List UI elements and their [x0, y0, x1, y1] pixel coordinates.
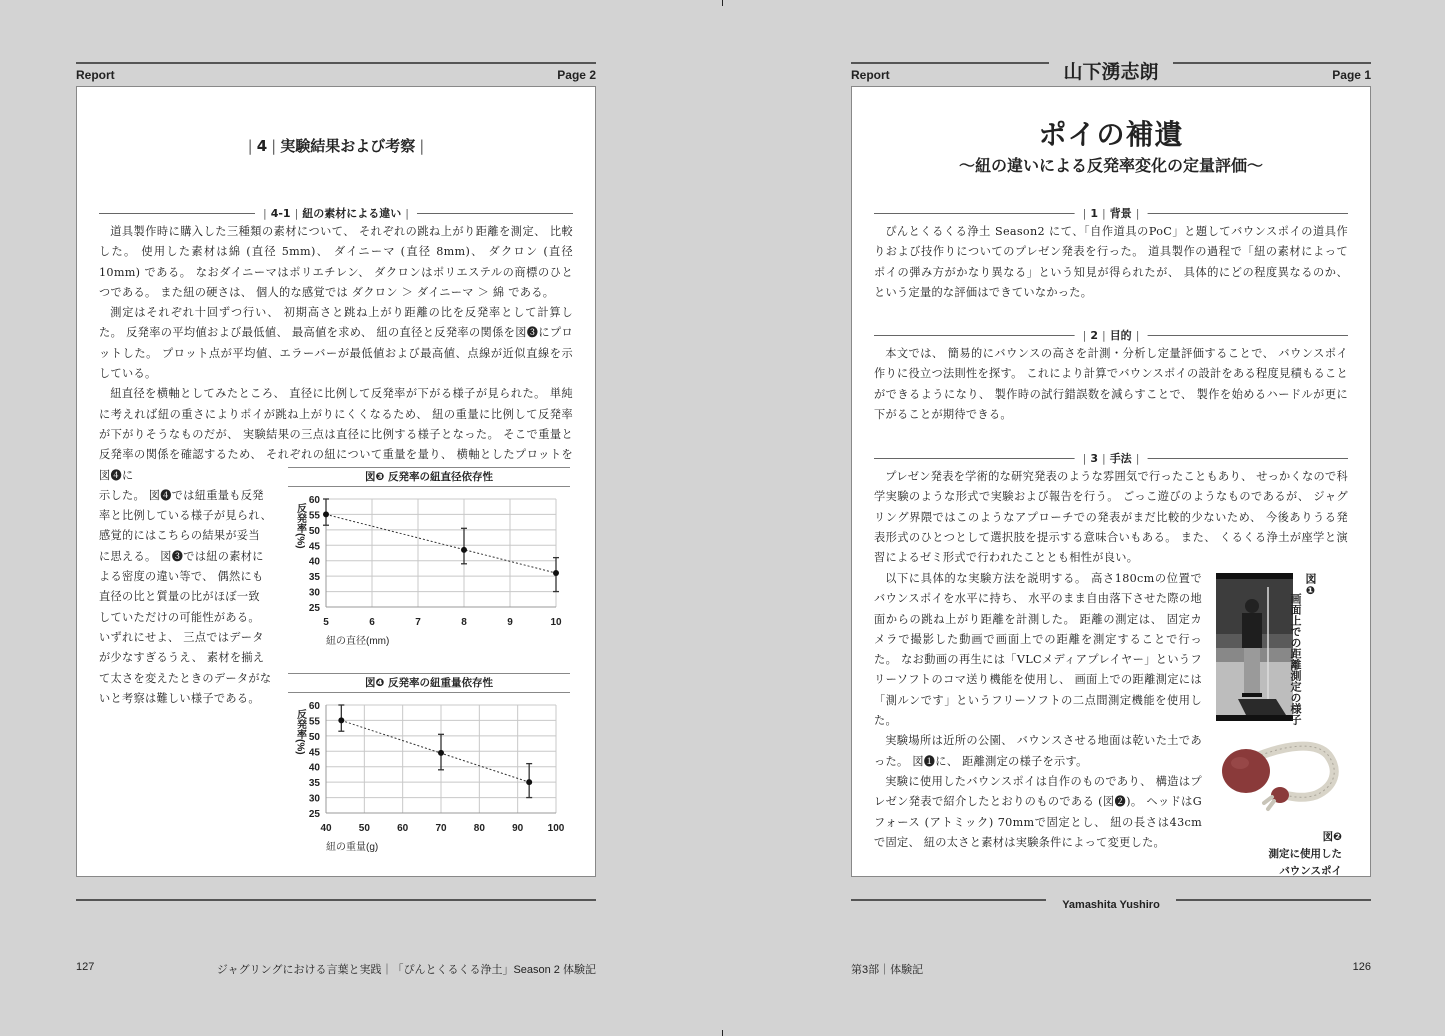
y-tick-label: 45: [308, 541, 320, 553]
x-tick-label: 8: [461, 617, 467, 628]
figure-4-chart: [288, 673, 570, 863]
page-number: 126: [1352, 961, 1371, 973]
x-tick-label: 80: [473, 823, 485, 834]
section-title: 背景: [1109, 207, 1132, 220]
subsection-heading: | 4-1 | 紐の素材による違い |: [99, 205, 573, 221]
y-tick-label: 60: [308, 701, 320, 712]
text-line: 示した。 図❹では紐重量も反発: [99, 488, 264, 502]
text-line: よる密度の違い等で、 偶然にも: [99, 570, 264, 584]
section-number: 4: [256, 137, 268, 155]
y-axis-label: 反発率(%): [294, 709, 306, 755]
section-heading-method: | 3 | 手法 |: [874, 450, 1348, 466]
section-number: 2: [1090, 329, 1098, 342]
text-line: て太さを変えたときのデータがな: [99, 671, 272, 685]
article-title: ポイの補遺: [1038, 118, 1184, 151]
section-text-background: [874, 222, 1348, 303]
section-text-purpose: [874, 344, 1348, 425]
author-name-jp: 山下湧志朗: [1049, 61, 1172, 83]
y-tick-label: 30: [308, 587, 320, 599]
data-point: [323, 511, 329, 517]
data-point: [526, 779, 532, 785]
figure-1-caption: [1304, 573, 1317, 733]
content-box: [76, 86, 596, 877]
subsection-number: 4-1: [270, 207, 291, 220]
part-label: 第3部｜体験記: [851, 964, 924, 976]
section-number: 1: [1090, 207, 1098, 220]
x-tick-label: 7: [415, 617, 421, 628]
text-line: していただけの可能性がある。: [99, 610, 260, 624]
text-line: が少なすぎるうえ、 素材を揃え: [99, 651, 265, 665]
left-page: [76, 0, 596, 1036]
text-line: いと考察は難しい様子である。: [99, 691, 260, 705]
y-tick-label: 50: [308, 731, 320, 743]
y-tick-label: 45: [308, 747, 320, 759]
text-line: 感覚的にはこちらの結果が妥当: [99, 529, 260, 543]
paragraph: 実験に使用したバウンスポイは自作のものであり、 構造はプレゼン発表で紹介したとおりのものである (図❷)。 ヘッドはGフォース (アトミック) 70mmで固定とし、 紐の長さは43cmで固定、 紐の太さと素材は実験条件によって変更した。: [874, 774, 1202, 849]
section-number: 3: [1090, 452, 1098, 465]
x-tick-label: 6: [369, 617, 375, 628]
x-tick-label: 10: [550, 617, 562, 628]
y-tick-label: 35: [308, 572, 320, 584]
figure-1-caption-text: 画面上での距離測定の様子: [1289, 593, 1302, 725]
y-tick-label: 50: [308, 525, 320, 537]
y-tick-label: 55: [308, 716, 320, 728]
page-header: [76, 66, 596, 84]
page-number: 127: [76, 961, 95, 973]
x-tick-label: 100: [547, 823, 565, 834]
author-name-en-wrap: [851, 893, 1371, 912]
chart-svg: [288, 489, 570, 654]
y-tick-label: 30: [308, 793, 320, 805]
header-page-label: Page 2: [557, 68, 596, 82]
section-heading-purpose: | 2 | 目的 |: [874, 327, 1348, 343]
paragraph: ぴんとくるくる浄土 Season2 にて、「自作道具のPoC」と題してバウンスポイの道具作りおよび技作りについてのプレゼン発表を行った。 道具製作の過程で「紐の素材によってポイの弾み方がかなり異なる」という知見が得られたが、 具体的にどの程度異なるのか、 という定量的な評価はできていなかった。: [874, 225, 1348, 299]
x-axis-label: 紐の重量(g): [326, 842, 379, 853]
paragraph: 道具製作時に購入した三種類の素材について、 それぞれの跳ね上がり距離を測定、 比較した。 使用した素材は綿 (直径 5mm)、 ダイニーマ (直径 8mm)、 ダクロン (直径 10mm) である。 なおダイニーマはポリエチレン、 ダクロンはポリエステルの商標のひとつである。 また紐の硬さは、 個人的な感覚では ダクロン ＞ ダイニーマ ＞ 綿 である。: [99, 225, 573, 299]
figure-2-caption-line-1: 測定に使用した: [1268, 848, 1342, 860]
measurement-photo-image: [1216, 573, 1293, 721]
x-tick-label: 40: [320, 823, 332, 834]
article-subtitle: 〜紐の違いによる反発率変化の定量評価〜: [958, 156, 1263, 175]
section-heading-background: | 1 | 背景 |: [874, 205, 1348, 221]
content-box: [851, 86, 1371, 877]
x-tick-label: 70: [435, 823, 447, 834]
method-details: [874, 569, 1202, 853]
figure-2-caption: [1232, 829, 1342, 880]
y-tick-label: 35: [308, 778, 320, 790]
section-title-text: 実験結果および考察: [280, 137, 416, 155]
chart-title: 図❸ 反発率の紐直径依存性: [288, 467, 570, 487]
header-report-label: Report: [76, 68, 115, 82]
y-tick-label: 25: [308, 603, 320, 614]
chart-svg: [288, 695, 570, 863]
section-text-method: [874, 467, 1348, 568]
page-header: [851, 66, 1371, 84]
figure-3-chart: [288, 467, 570, 652]
text-line: 率と比例している様子が見られ、: [99, 509, 272, 523]
section-title: 目的: [1109, 329, 1132, 342]
book-title: ジャグリングにおける言葉と実践｜「ぴんとくるくる浄土」Season 2 体験記: [216, 964, 596, 976]
y-tick-label: 55: [308, 510, 320, 522]
y-tick-label: 40: [308, 762, 320, 774]
figure-2-poi-image: [1216, 737, 1346, 817]
figure-1-photo: [1216, 573, 1293, 721]
header-report-label: Report: [851, 68, 890, 82]
text-line: いずれにせよ、 三点ではデータ: [99, 630, 264, 644]
subsection-title: 紐の素材による違い: [302, 207, 402, 220]
y-tick-label: 40: [308, 556, 320, 568]
section-title: 手法: [1109, 452, 1132, 465]
header-rule: [76, 62, 596, 64]
data-point: [461, 547, 467, 553]
figure-1-label: 図❶: [1304, 573, 1317, 597]
y-axis-label: 反発率(%): [294, 503, 306, 549]
footer-rule: [76, 899, 596, 901]
narrow-column: [99, 486, 279, 709]
crop-mark-top: [722, 0, 723, 6]
paragraph: 測定はそれぞれ十回ずつ行い、 初期高さと跳ね上がり距離の比を反発率として計算した。 反発率の平均値および最低値、 最高値を求め、 紐の直径と反発率の関係を図❸にプロットした。 プロット点が平均値、エラーバーが最低値および最高値、点線が近似直線を示している。: [99, 306, 573, 381]
data-point: [553, 570, 559, 576]
paragraph: 紐直径を横軸としてみたところ、 直径に比例して反発率が下がる様子が見られた。 単純に考えれば紐の重さによりポイが跳ね上がりにくくなるため、 紐の重量に比例して反発率が下がりそうなものだが、 実験結果の三点は直径に比例する様子となった。 そこで重量と反発率の関係を確認するため、 それぞれの紐について重量を量り、 横軸としたプロットを図❹に: [99, 387, 573, 482]
x-tick-label: 60: [397, 823, 409, 834]
author-name-en: Yamashita Yushiro: [1046, 899, 1176, 911]
paragraph: 以下に具体的な実験方法を説明する。 高さ180cmの位置でバウンスポイを水平に持ち、 水平のまま自由落下させた際の地面からの跳ね上がり距離を計測した。 距離の測定は、 固定カメラで撮影した動画で画面上での距離を測定することで行った。 なお動画の再生には「VLCメディアプレイヤー」というフリーソフトのコマ送り機能を使用し、 画面上での距離測定には「測ルンです」というフリーソフトの二点間測定機能を使用した。: [874, 572, 1202, 728]
text-line: に思える。 図❸では紐の素材に: [99, 549, 264, 563]
paragraph: 本文では、 簡易的にバウンスの高さを計測・分析し定量評価することで、 バウンスポイ作りに役立つ法則性を探す。 これにより計算でバウンスポイの設計をある程度見積もることができるようになり、 製作時の試行錯誤数を減らすことで、 製作を始めるハードルが更に下がることが期待できる。: [874, 347, 1348, 421]
right-page: [851, 0, 1371, 1036]
paragraph: 実験場所は近所の公園、 バウンスさせる地面は乾いた土であった。 図❶に、 距離測定の様子を示す。: [874, 734, 1202, 768]
paragraph: プレゼン発表を学術的な研究発表のような雰囲気で行ったこともあり、 せっかくなので科学実験のような形式で実験および報告を行う。 ごっこ遊びのようなものであるが、 ジャグリング界隈ではこのようなアプローチでの発表がまだ比較的少ないため、 今後ありうる発表形式のひとつとして選択肢を提示する意味合いもある。 また、 くるくる浄土が座学と演習によるゼミ形式で行われたこととも相性が良い。: [874, 470, 1348, 565]
x-tick-label: 90: [512, 823, 524, 834]
text-line: 直径の比と質量の比がほぼ一致: [99, 590, 260, 604]
y-tick-label: 60: [308, 495, 320, 506]
figure-1-caption-text-wrap: [1289, 593, 1302, 733]
figure-2-caption-line-2: バウンスポイ: [1279, 865, 1342, 877]
figure-2-label: 図❷: [1322, 831, 1342, 843]
x-axis-label: 紐の直径(mm): [326, 636, 390, 647]
header-page-label: Page 1: [1332, 68, 1371, 82]
chart-title: 図❹ 反発率の紐重量依存性: [288, 673, 570, 693]
data-point: [438, 750, 444, 756]
x-tick-label: 5: [323, 617, 329, 628]
section-title: | 4 | 実験結果および考察 |: [247, 137, 425, 155]
crop-mark-bottom: [722, 1030, 723, 1036]
x-tick-label: 9: [507, 617, 513, 628]
trend-line: [326, 514, 556, 573]
y-tick-label: 25: [308, 809, 320, 820]
x-tick-label: 50: [358, 823, 370, 834]
data-point: [338, 717, 344, 723]
